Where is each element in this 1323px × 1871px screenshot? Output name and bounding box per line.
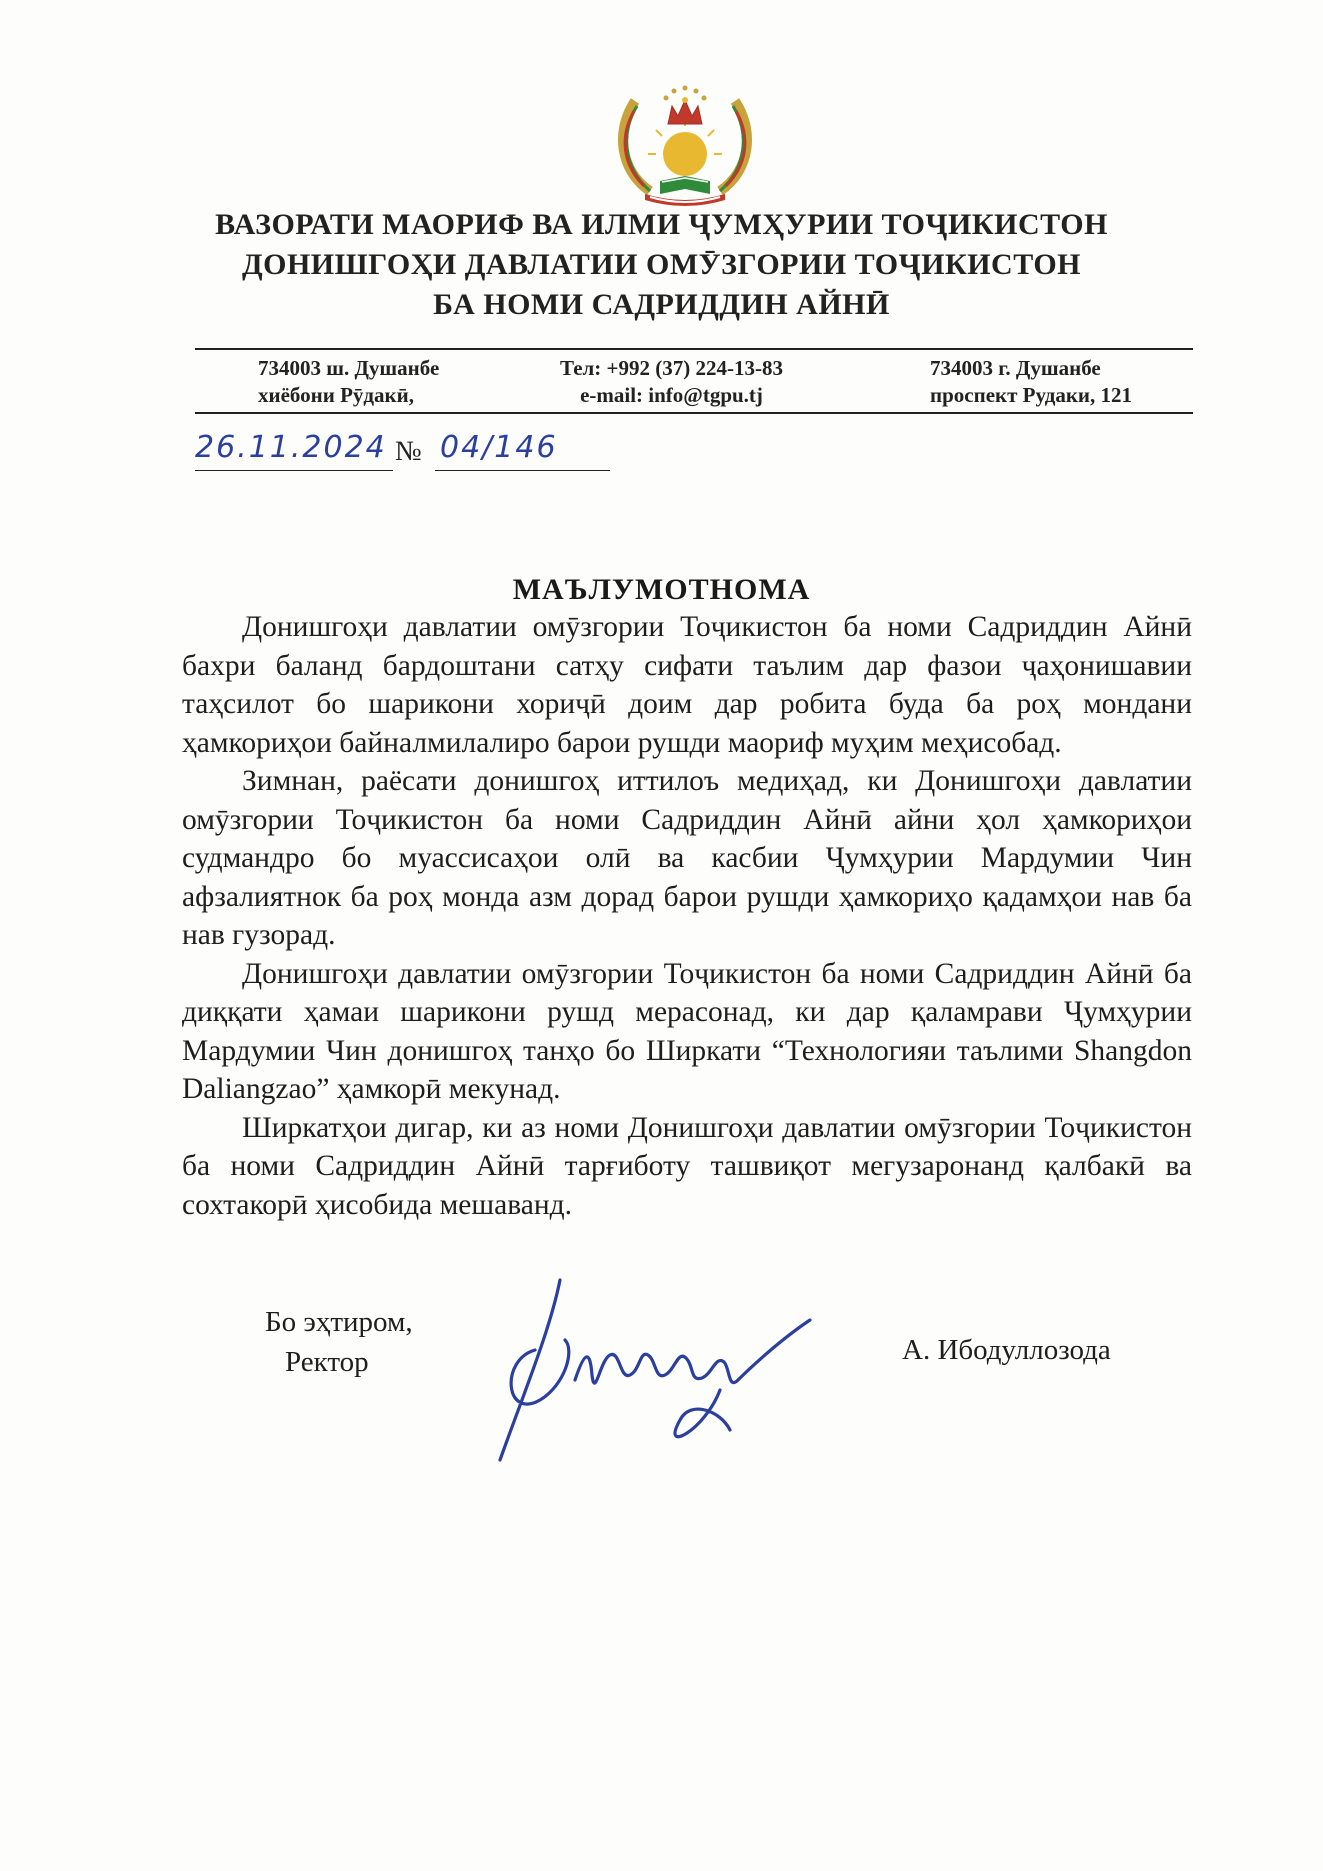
header-ministry: ВАЗОРАТИ МАОРИФ ВА ИЛМИ ҶУМҲУРИИ ТОҶИКИСТОН	[215, 208, 1108, 241]
contact-address-tj-line2: хиёбони Рӯдакӣ,	[258, 383, 414, 407]
closing-position: Ректор	[285, 1346, 369, 1378]
paragraph-2: Зимнан, раёсати донишгоҳ иттилоъ медиҳад, ки Донишгоҳи давлатии омӯзгории Тоҷикистон ба номи Садриддин Айнӣ айни ҳол ҳамкориҳои судмандро бо муассисаҳои олӣ ва касбии Ҷумҳурии Мардумии Чин афзалиятнок ба роҳ монда азм дорад барои рушди ҳамкориҳо қадамҳои нав ба нав гузорад.	[182, 765, 1192, 951]
closing-block	[265, 1302, 413, 1382]
handwritten-signature	[480, 1270, 860, 1470]
document-body	[182, 608, 1192, 1224]
header-university-name: БА НОМИ САДРИДДИН АЙНӢ	[433, 288, 890, 321]
number-underline	[435, 470, 610, 471]
number-sign: №	[395, 436, 422, 467]
header-rule-top	[195, 348, 1193, 350]
contact-address-ru-line1: 734003 г. Душанбе	[930, 356, 1101, 380]
paragraph-4: Ширкатҳои дигар, ки аз номи Донишгоҳи давлатии омӯзгории Тоҷикистон ба номи Садриддин Айнӣ тарғиботу ташвиқот мегузаронанд қалбакӣ ва сохтакорӣ ҳисобида мешаванд.	[182, 1111, 1192, 1221]
contact-phone-email	[560, 355, 783, 409]
registration-line	[195, 430, 615, 474]
contact-phone: Тел: +992 (37) 224-13-83	[560, 356, 783, 380]
header-rule-bottom	[195, 412, 1193, 414]
closing-regards: Бо эҳтиром,	[265, 1306, 413, 1338]
date-underline	[195, 470, 393, 471]
registration-date: 26.11.2024	[195, 430, 387, 465]
signer-name: А. Ибодуллозода	[902, 1334, 1111, 1366]
document-title: МАЪЛУМОТНОМА	[512, 573, 811, 606]
paragraph-3: Донишгоҳи давлатии омӯзгории Тоҷикистон ба номи Садриддин Айнӣ ба диққати ҳамаи шарикони рушд мерасонад, ки дар қаламрави Ҷумҳурии Мардумии Чин донишгоҳ танҳо бо Ширкати “Технологияи таълими Shangdon Daliangzao” ҳамкорӣ мекунад.	[182, 957, 1192, 1105]
contact-address-ru-line2: проспект Рудаки, 121	[930, 383, 1133, 407]
paragraph-1: Донишгоҳи давлатии омӯзгории Тоҷикистон ба номи Садриддин Айнӣ бахри баланд бардоштани сатҳу сифати таълим дар фазои ҷаҳонишавии таҳсилот бо шарикони хориҷӣ доим дар робита буда ба роҳ мондани ҳамкориҳои байналмилалиро барои рушди маориф муҳим меҳисобад.	[182, 611, 1192, 759]
contact-address-tj	[258, 355, 439, 409]
contact-address-ru	[930, 355, 1132, 409]
registration-number: 04/146	[440, 430, 558, 465]
state-emblem-icon	[610, 76, 760, 206]
header-university: ДОНИШГОҲИ ДАВЛАТИИ ОМӮЗГОРИИ ТОҶИКИСТОН	[241, 248, 1081, 281]
contact-address-tj-line1: 734003 ш. Душанбе	[258, 356, 440, 380]
contact-email: e-mail: info@tgpu.tj	[580, 383, 763, 407]
